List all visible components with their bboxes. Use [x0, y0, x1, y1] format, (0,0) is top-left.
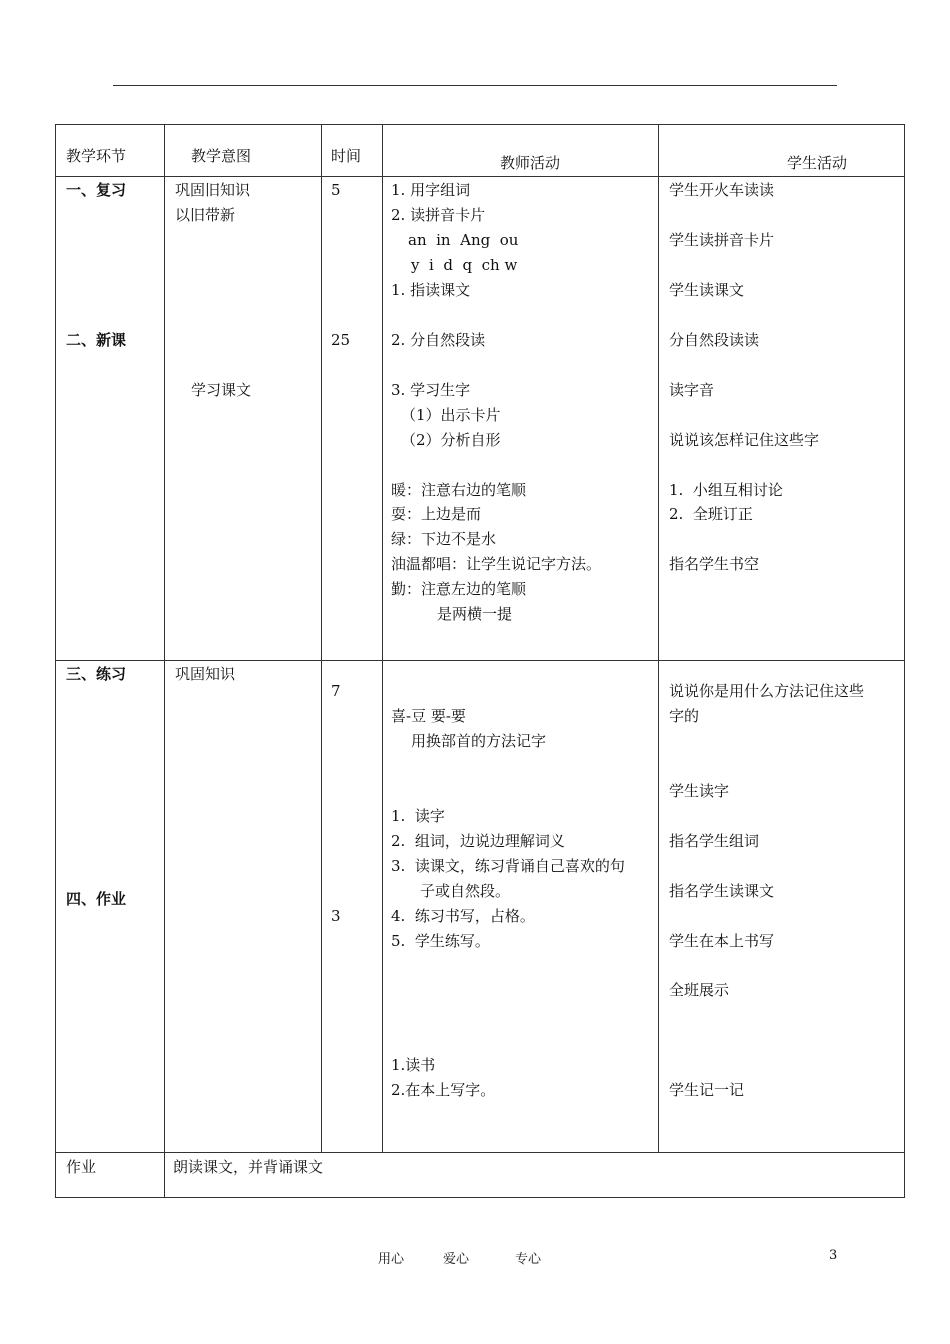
student-line: 分自然段读读	[669, 331, 760, 349]
time-cell-2	[322, 661, 383, 1153]
student-line: 1. 小组互相讨论	[669, 481, 783, 499]
header-time-label: 时间	[331, 147, 362, 165]
teacher-line: 1. 指读课文	[391, 281, 471, 299]
teacher-line: 暖：注意右边的笔顺	[391, 481, 527, 499]
phase-cell-2	[56, 661, 165, 1153]
header-phase-label: 教学环节	[66, 147, 127, 165]
footer-motto-1: 用心	[378, 1252, 405, 1267]
student-line: 学生读字	[669, 782, 730, 800]
intent-text: 学习课文	[191, 381, 252, 399]
student-cell-1	[659, 177, 905, 661]
phase-cell-1	[56, 177, 165, 661]
teacher-line: 勤：注意左边的笔顺	[391, 580, 527, 598]
footer-motto-2: 爱心	[443, 1252, 470, 1267]
teacher-line: 2. 读拼音卡片	[391, 206, 486, 224]
teacher-line: 1. 读字	[391, 807, 445, 825]
teacher-line: 1. 用字组词	[391, 181, 471, 199]
homework-content-cell	[165, 1153, 905, 1198]
header-student-label: 学生活动	[787, 154, 848, 172]
time-value: 7	[331, 682, 341, 700]
teacher-line: 2.在本上写字。	[391, 1081, 496, 1099]
teacher-line: an in Ang ou	[408, 231, 519, 249]
student-line: 读字音	[669, 381, 715, 399]
phase-practice: 三、练习	[66, 665, 127, 683]
teacher-line: 3. 学习生字	[391, 381, 471, 399]
intent-cell-1	[165, 177, 322, 661]
student-line: 学生记一记	[669, 1081, 745, 1099]
teacher-line: 1.读书	[391, 1056, 436, 1074]
teacher-line: y i d q ch w	[411, 256, 518, 274]
teacher-line: 油温都唱：让学生说记字方法。	[391, 555, 602, 573]
phase-new-lesson: 二、新课	[66, 331, 127, 349]
teacher-line: 2. 组词，边说边理解词义	[391, 832, 565, 850]
teacher-line: 3. 读课文，练习背诵自己喜欢的句	[391, 857, 625, 875]
student-cell-2	[659, 661, 905, 1153]
table-row-review-new	[56, 177, 905, 661]
teacher-cell-2	[383, 661, 659, 1153]
table-header-row	[56, 125, 905, 177]
table-row-practice-homework	[56, 661, 905, 1153]
teacher-line: （1）出示卡片	[401, 406, 501, 424]
teacher-cell-1	[383, 177, 659, 661]
teacher-line: 子或自然段。	[420, 882, 511, 900]
student-line: 学生在本上书写	[669, 932, 775, 950]
header-cell-teacher	[383, 125, 659, 177]
lesson-plan-table	[55, 124, 905, 1198]
header-cell-student	[659, 125, 905, 177]
student-line: 学生读课文	[669, 281, 745, 299]
header-rule	[113, 85, 837, 86]
header-cell-phase	[56, 125, 165, 177]
homework-label-cell	[56, 1153, 165, 1198]
teacher-line: 4. 练习书写，占格。	[391, 907, 535, 925]
page-number: 3	[829, 1248, 838, 1263]
student-line: 指名学生读课文	[669, 882, 775, 900]
time-value: 5	[331, 181, 341, 199]
teacher-line: 耍：上边是而	[391, 505, 482, 523]
teacher-line: （2）分析自形	[401, 431, 501, 449]
student-line: 全班展示	[669, 981, 730, 999]
teacher-line: 2. 分自然段读	[391, 331, 486, 349]
intent-cell-2	[165, 661, 322, 1153]
student-line: 2. 全班订正	[669, 505, 753, 523]
student-line: 说说你是用什么方法记住这些	[669, 682, 865, 700]
student-line: 指名学生书空	[669, 555, 760, 573]
footer-motto-3: 专心	[515, 1252, 542, 1267]
phase-homework: 四、作业	[66, 890, 127, 908]
intent-text: 巩固知识	[175, 665, 236, 683]
header-cell-intent	[165, 125, 322, 177]
intent-text: 巩固旧知识	[175, 181, 251, 199]
time-cell-1	[322, 177, 383, 661]
teacher-line: 5. 学生练写。	[391, 932, 490, 950]
teacher-line: 是两横一提	[437, 605, 513, 623]
table-row-homework	[56, 1153, 905, 1198]
header-teacher-label: 教师活动	[500, 154, 561, 172]
time-value: 3	[331, 907, 341, 925]
homework-label: 作业	[66, 1158, 97, 1176]
teacher-line: 绿：下边不是水	[391, 530, 497, 548]
student-line: 说说该怎样记住这些字	[669, 431, 820, 449]
header-intent-label: 教学意图	[191, 147, 252, 165]
phase-review: 一、复习	[66, 181, 127, 199]
teacher-line: 用换部首的方法记字	[411, 732, 547, 750]
header-cell-time	[322, 125, 383, 177]
teacher-line: 喜-豆 要-要	[391, 707, 466, 725]
homework-content: 朗读课文，并背诵课文	[173, 1158, 324, 1176]
student-line: 学生读拼音卡片	[669, 231, 775, 249]
time-value: 25	[331, 331, 351, 349]
intent-text: 以旧带新	[175, 206, 236, 224]
student-line: 指名学生组词	[669, 832, 760, 850]
student-line: 字的	[669, 707, 700, 725]
student-line: 学生开火车读读	[669, 181, 775, 199]
